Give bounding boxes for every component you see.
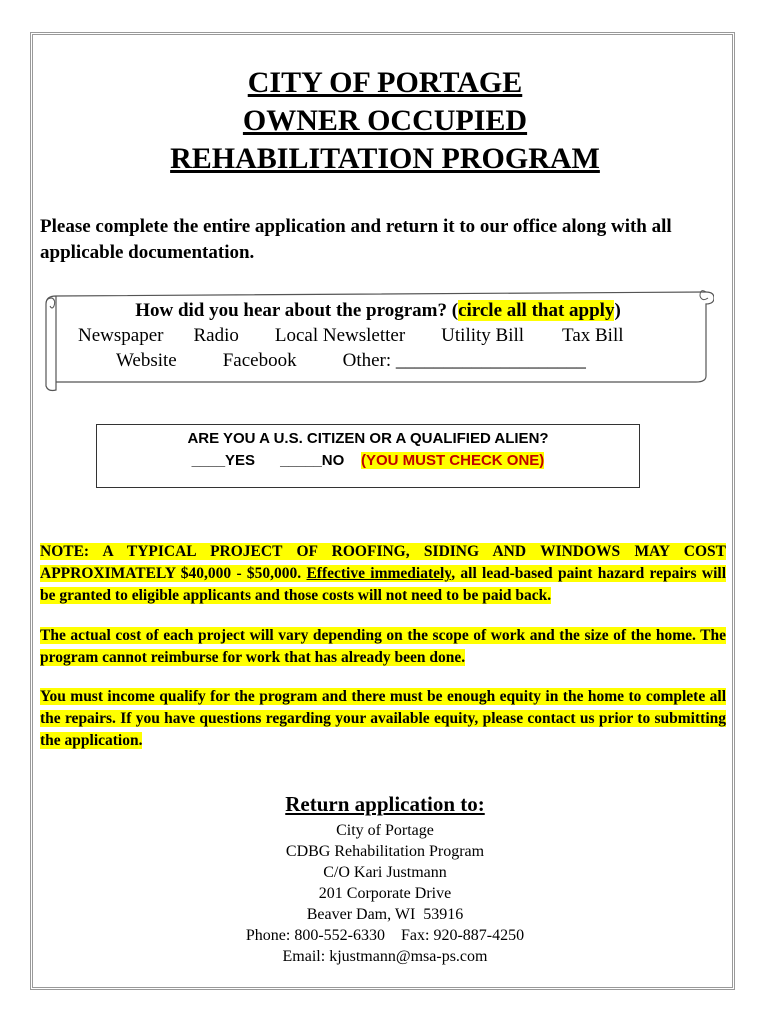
title-line-2: OWNER OCCUPIED bbox=[242, 104, 528, 137]
option-local-newsletter[interactable]: Local Newsletter bbox=[274, 325, 406, 346]
address-line: C/O Kari Justmann bbox=[323, 864, 447, 881]
return-address bbox=[0, 820, 770, 967]
option-radio[interactable]: Radio bbox=[193, 325, 239, 346]
address-line: City of Portage bbox=[336, 822, 434, 839]
option-newspaper[interactable]: Newspaper bbox=[78, 325, 164, 346]
address-line: Beaver Dam, WI 53916 bbox=[306, 906, 464, 923]
citizen-must-check: (YOU MUST CHECK ONE) bbox=[360, 452, 545, 469]
question-highlight: circle all that apply bbox=[458, 300, 615, 321]
hear-about-scroll bbox=[42, 286, 714, 390]
note-income bbox=[40, 686, 726, 752]
citizen-no[interactable]: _____NO bbox=[280, 452, 345, 469]
citizen-answers bbox=[97, 450, 639, 472]
hear-about-options-row-2 bbox=[116, 350, 586, 372]
address-line: CDBG Rehabilitation Program bbox=[285, 843, 485, 860]
citizen-yes[interactable]: ____YES bbox=[191, 452, 256, 469]
title-line-3: REHABILITATION PROGRAM bbox=[170, 142, 600, 175]
address-line: 201 Corporate Drive bbox=[318, 885, 452, 902]
option-website[interactable]: Website bbox=[116, 350, 177, 371]
question-prefix: How did you hear about the program? ( bbox=[135, 300, 459, 321]
title-line-1: CITY OF PORTAGE bbox=[247, 66, 523, 99]
note-cost-text: NOTE: A TYPICAL PROJECT OF ROOFING, SIDING AND WINDOWS MAY COST APPROXIMATELY $40,000 - $50,000. bbox=[40, 543, 726, 582]
option-tax-bill[interactable]: Tax Bill bbox=[562, 325, 624, 346]
hear-about-options-row-1 bbox=[78, 325, 624, 347]
option-utility-bill[interactable]: Utility Bill bbox=[441, 325, 525, 346]
note-actual-cost bbox=[40, 625, 726, 669]
note-effective: Effective immediately bbox=[306, 565, 452, 582]
question-suffix: ) bbox=[614, 300, 621, 321]
option-other[interactable]: Other: ____________________ bbox=[342, 350, 586, 371]
citizen-box bbox=[96, 424, 640, 488]
address-phone-fax: Phone: 800-552-6330 Fax: 920-887-4250 bbox=[245, 927, 525, 944]
note-lead-paint: , all lead-based paint hazard repairs will be granted to eligible applicants and those costs will not need to be paid back. bbox=[40, 565, 726, 604]
intro-text: Please complete the entire application and return it to our office along with all applicable documentation. bbox=[40, 216, 672, 263]
note-actual-cost-text: The actual cost of each project will vary depending on the scope of work and the size of the home. The program cannot reimburse for work that has already been done. bbox=[40, 627, 726, 666]
option-facebook[interactable]: Facebook bbox=[222, 350, 297, 371]
note-income-text: You must income qualify for the program and there must be enough equity in the home to complete all the repairs. If you have questions regarding your available equity, please contact us prior to submitting the application. bbox=[40, 688, 726, 749]
hear-about-question bbox=[42, 300, 714, 322]
note-cost bbox=[40, 541, 726, 607]
address-email[interactable]: Email: kjustmann@msa-ps.com bbox=[282, 948, 488, 965]
return-title: Return application to: bbox=[285, 792, 485, 816]
page-title bbox=[0, 64, 770, 178]
citizen-question: ARE YOU A U.S. CITIZEN OR A QUALIFIED ALIEN? bbox=[187, 430, 549, 447]
